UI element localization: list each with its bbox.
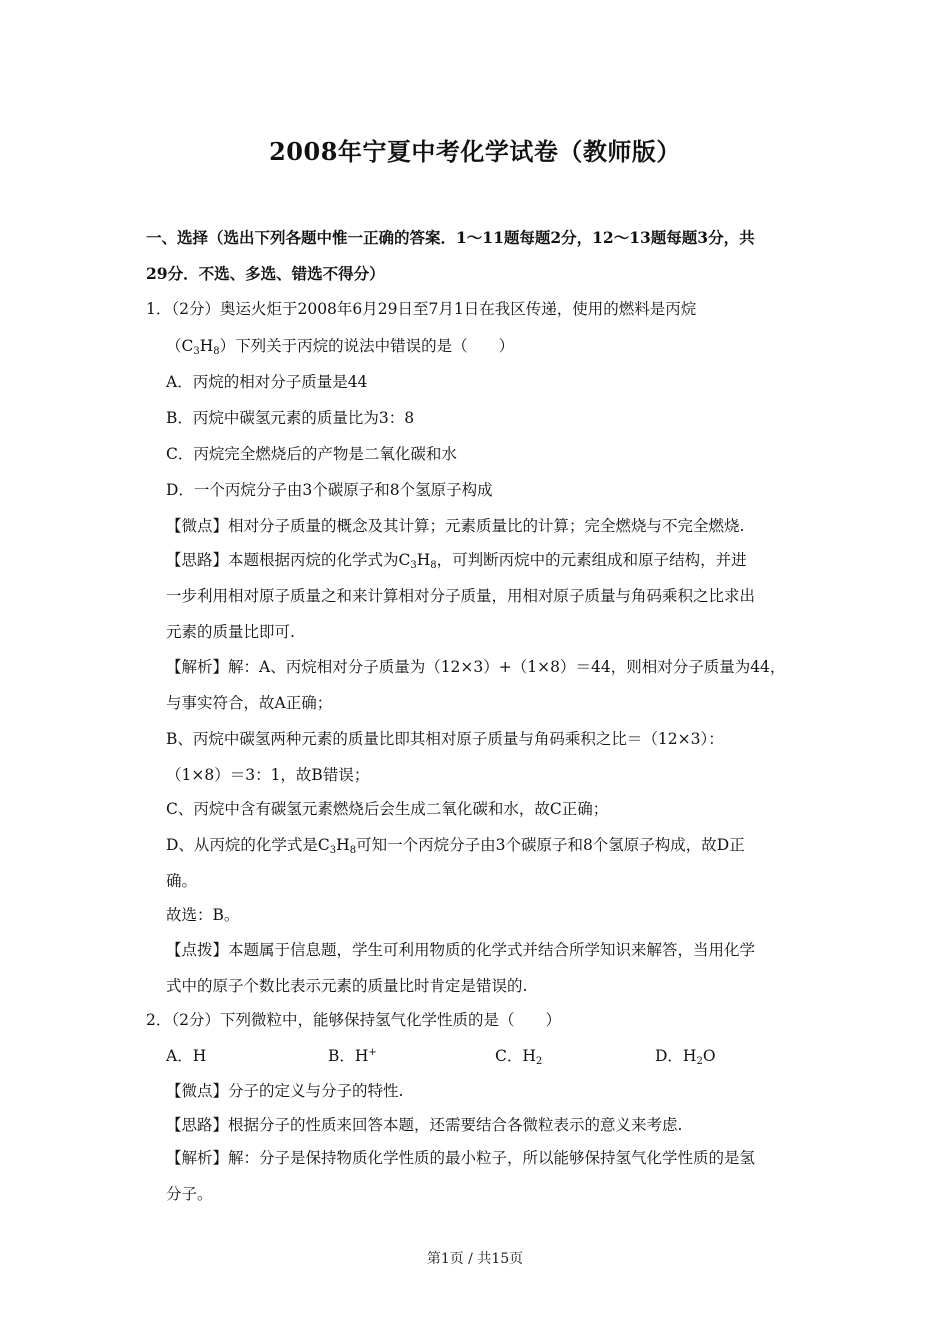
q1-analysis-line1: 【解析】解：A、丙烷相对分子质量为（12×3）+（1×8）＝44，则相对分子质量为44， [166,658,786,676]
q2-point: 【微点】分子的定义与分子的特性. [166,1082,404,1100]
q1-analysis-line6: D、从丙烷的化学式是$C_3H_8$可知一个丙烷分子由3个碳原子和8个氢原子构成，故D正 [166,836,745,856]
q1-analysis-line3: B、丙烷中碳氢两种元素的质量比即其相对原子质量与角码乘积之比＝（12×3）： [166,730,724,748]
section-heading-line1: 一、选择（选出下列各题中惟一正确的答案．1～11题每题2分，12～13题每题3分，共 [146,228,755,247]
q1-option-c: C．丙烷完全燃烧后的产物是二氧化碳和水 [166,445,457,463]
q1-point: 【微点】相对分子质量的概念及其计算；元素质量比的计算；完全燃烧与不完全燃烧. [166,517,745,535]
q2-analysis-line2: 分子。 [166,1185,213,1203]
q1-option-a: A．丙烷的相对分子质量是44 [166,373,368,391]
q2-analysis-line1: 【解析】解：分子是保持物质化学性质的最小粒子，所以能够保持氢气化学性质的是氢 [166,1149,756,1167]
q2-stem: 2．（2分）下列微粒中，能够保持氢气化学性质的是（ ） [146,1011,561,1029]
q1-tip-line2: 式中的原子个数比表示元素的质量比时肯定是错误的. [166,977,528,995]
q1-option-d: D．一个丙烷分子由3个碳原子和8个氢原子构成 [166,481,493,499]
q1-analysis-line2: 与事实符合，故A正确； [166,694,333,712]
q1-analysis-line4: （1×8）＝3：1，故B错误； [166,766,370,784]
page-number-footer: 第1页 / 共15页 [426,1251,524,1267]
q2-idea: 【思路】根据分子的性质来回答本题，还需要结合各微粒表示的意义来考虑. [166,1116,683,1134]
q1-idea-line2: 一步利用相对原子质量之和来计算相对分子质量，用相对原子质量与角码乘积之比求出 [166,587,756,605]
page-title: 2008年宁夏中考化学试卷（教师版） [269,137,681,166]
section-heading-line2: 29分．不选、多选、错选不得分） [146,264,385,283]
q1-stem-line1: 1．（2分）奥运火炬于2008年6月29日至7月1日在我区传递，使用的燃料是丙烷 [146,300,697,318]
q2-option-d: D．$H_2O$ [655,1047,716,1067]
q2-option-b: B．H+ [328,1047,377,1065]
q1-stem-line2: $(C_3H_8)$下列关于丙烷的说法中错误的是（ ） [166,337,515,357]
q1-answer: 故选：B。 [166,906,240,924]
q1-idea-line1: 【思路】本题根据丙烷的化学式为$C_3H_8$，可判断丙烷中的元素组成和原子结构，并进 [166,551,747,571]
q1-idea-line3: 元素的质量比即可. [166,623,295,641]
q2-option-c: C．$H_2$ [495,1047,543,1067]
q2-option-a: A．H [166,1047,207,1065]
q1-tip-line1: 【点拨】本题属于信息题，学生可利用物质的化学式并结合所学知识来解答，当用化学 [166,941,756,959]
q1-analysis-line5: C、丙烷中含有碳氢元素燃烧后会生成二氧化碳和水，故C正确； [166,800,609,818]
q1-analysis-line7: 确。 [166,872,198,890]
q1-option-b: B．丙烷中碳氢元素的质量比为3：8 [166,409,415,427]
